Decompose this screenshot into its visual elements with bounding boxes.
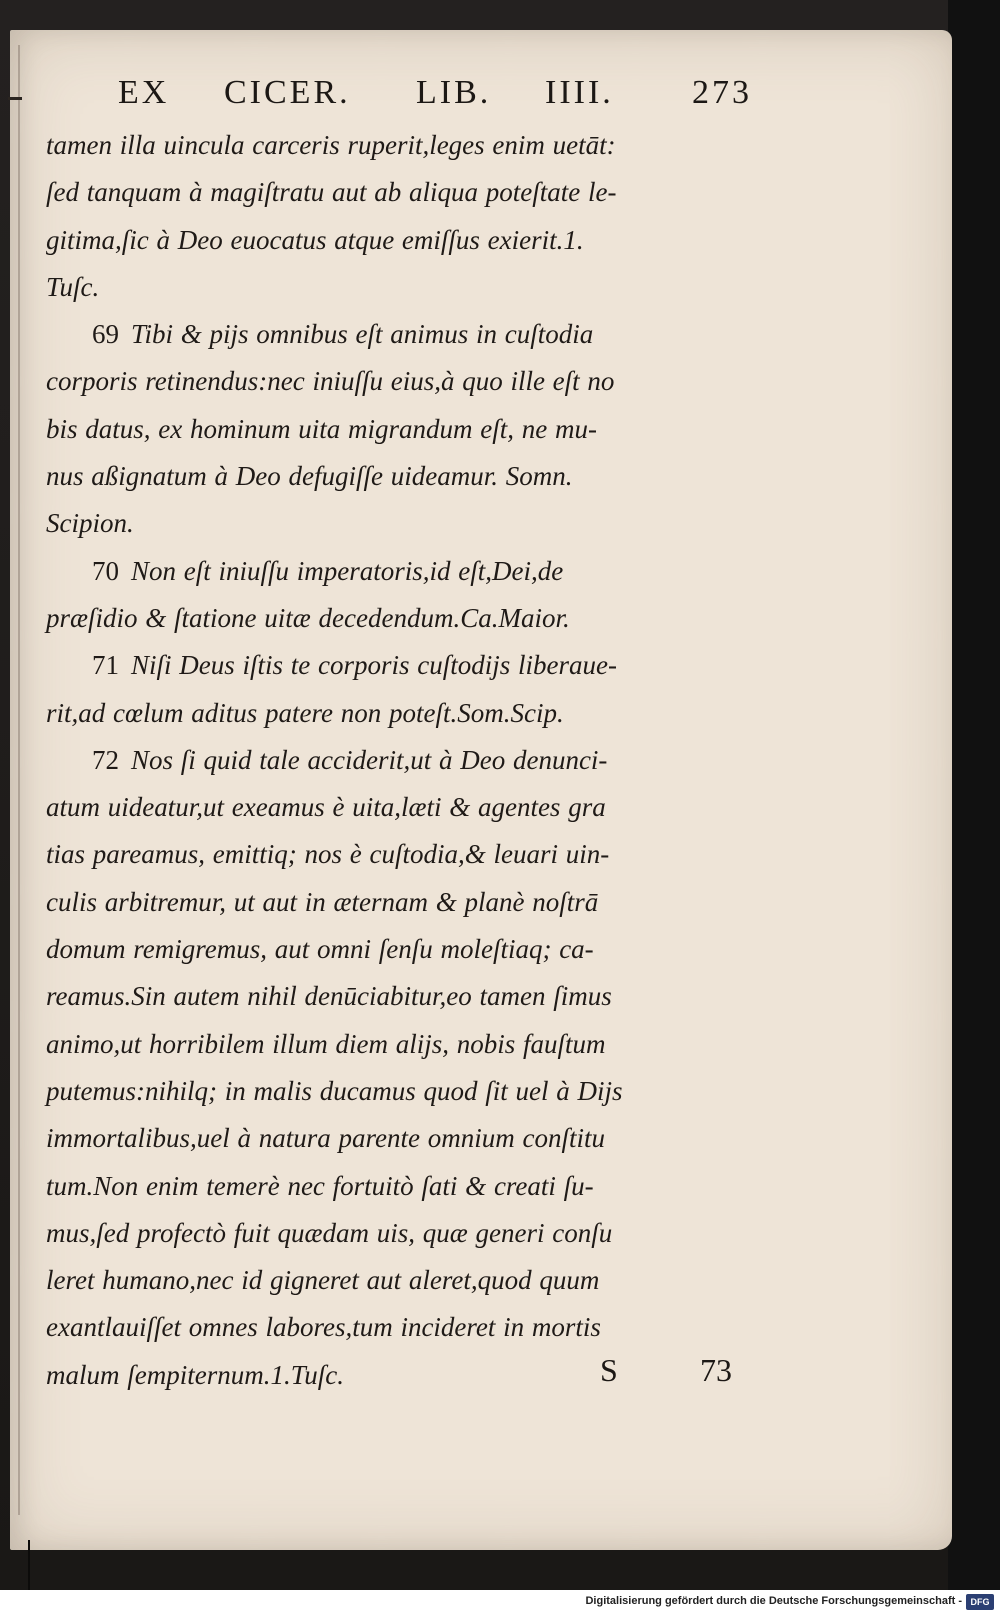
text-line: 70 Non eſt iniuſſu imperatoris,id eſt,Dei,de xyxy=(46,548,758,595)
text-line: malum ſempiternum.1.Tuſc. xyxy=(46,1359,344,1390)
text-line: nus aßignatum à Deo defugiſſe uideamur. Somn. xyxy=(46,461,573,492)
text-line: Scipion. xyxy=(46,508,134,539)
margin-mark xyxy=(8,97,22,100)
page-number: 273 xyxy=(692,74,752,111)
text-line: corporis retinendus:nec iniuſſu eius,à quo ille eſt no xyxy=(46,366,615,397)
catchword: 73 xyxy=(700,1352,732,1388)
paragraph-number: 69 xyxy=(92,319,119,350)
text-line: Tuſc. xyxy=(46,271,100,302)
text-line: 71 Niſi Deus iſtis te corporis cuſtodijs liberaue- xyxy=(46,642,758,689)
text-line: ſed tanquam à magiſtratu aut ab aliqua poteſtate le- xyxy=(46,177,617,208)
paragraph-number: 71 xyxy=(92,650,119,681)
text-line: tum.Non enim temerè nec fortuitò ſati & creati ſu- xyxy=(46,1170,594,1201)
page-crease xyxy=(28,1540,30,1590)
text-line: gitima,ſic à Deo euocatus atque emiſſus exierit.1. xyxy=(46,224,584,255)
text-line: exantlauiſſet omnes labores,tum incideret in mortis xyxy=(46,1312,601,1343)
text-line: 72 Nos ſi quid tale acciderit,ut à Deo denunci- xyxy=(46,737,758,784)
text-line: immortalibus,uel à natura parente omnium conſtitu xyxy=(46,1123,605,1154)
running-title-book-number: IIII. xyxy=(545,74,614,111)
text-line: tias pareamus, emittiq; nos è cuſtodia,& leuari uin- xyxy=(46,839,610,870)
running-title-ex: EX xyxy=(118,74,170,111)
page-body xyxy=(46,122,758,1399)
paragraph-continued xyxy=(46,122,758,311)
text-line: domum remigremus, aut omni ſenſu moleſtiaq; ca- xyxy=(46,934,594,965)
text-line: mus,ſed profectò fuit quædam uis, quæ generi conſu xyxy=(46,1217,613,1248)
paragraph-70 xyxy=(46,548,758,643)
text-line: bis datus, ex hominum uita migrandum eſt, ne mu- xyxy=(46,413,597,444)
text-line: rit,ad cœlum aditus patere non poteſt.Som.Scip. xyxy=(46,697,564,728)
text-line: 69 Tibi & pijs omnibus eſt animus in cuſtodia xyxy=(46,311,758,358)
text-line: animo,ut horribilem illum diem alijs, nobis fauſtum xyxy=(46,1028,606,1059)
text-line: præſidio & ſtatione uitæ decedendum.Ca.Maior. xyxy=(46,602,570,633)
text-line: culis arbitremur, ut aut in æternam & planè noſtrā xyxy=(46,886,599,917)
running-title-lib: LIB. xyxy=(416,74,492,111)
paragraph-69 xyxy=(46,311,758,547)
running-header xyxy=(118,74,758,122)
text-line: reamus.Sin autem nihil denūciabitur,eo tamen ſimus xyxy=(46,981,612,1012)
paragraph-number: 70 xyxy=(92,555,119,586)
digitization-footer xyxy=(0,1590,1000,1615)
paragraph-number: 72 xyxy=(92,744,119,775)
text-line: putemus:nihilq; in malis ducamus quod ſit uel à Dijs xyxy=(46,1075,623,1106)
text-line: leret humano,nec id gigneret aut aleret,quod quum xyxy=(46,1265,600,1296)
dfg-logo-icon: DFG xyxy=(966,1594,994,1610)
text-line: tamen illa uincula carceris ruperit,leges enim uetāt: xyxy=(46,130,616,160)
funding-credit: Digitalisierung gefördert durch die Deutsche Forschungsgemeinschaft - xyxy=(585,1595,962,1607)
text-line: atum uideatur,ut exeamus è uita,læti & agentes gra xyxy=(46,792,606,823)
running-title-cicer: CICER. xyxy=(224,74,351,111)
paragraph-71 xyxy=(46,642,758,737)
page-gutter xyxy=(18,45,20,1515)
scan-edge-right xyxy=(948,0,1000,1590)
signature-mark: S xyxy=(600,1352,618,1388)
paragraph-72 xyxy=(46,737,758,1399)
